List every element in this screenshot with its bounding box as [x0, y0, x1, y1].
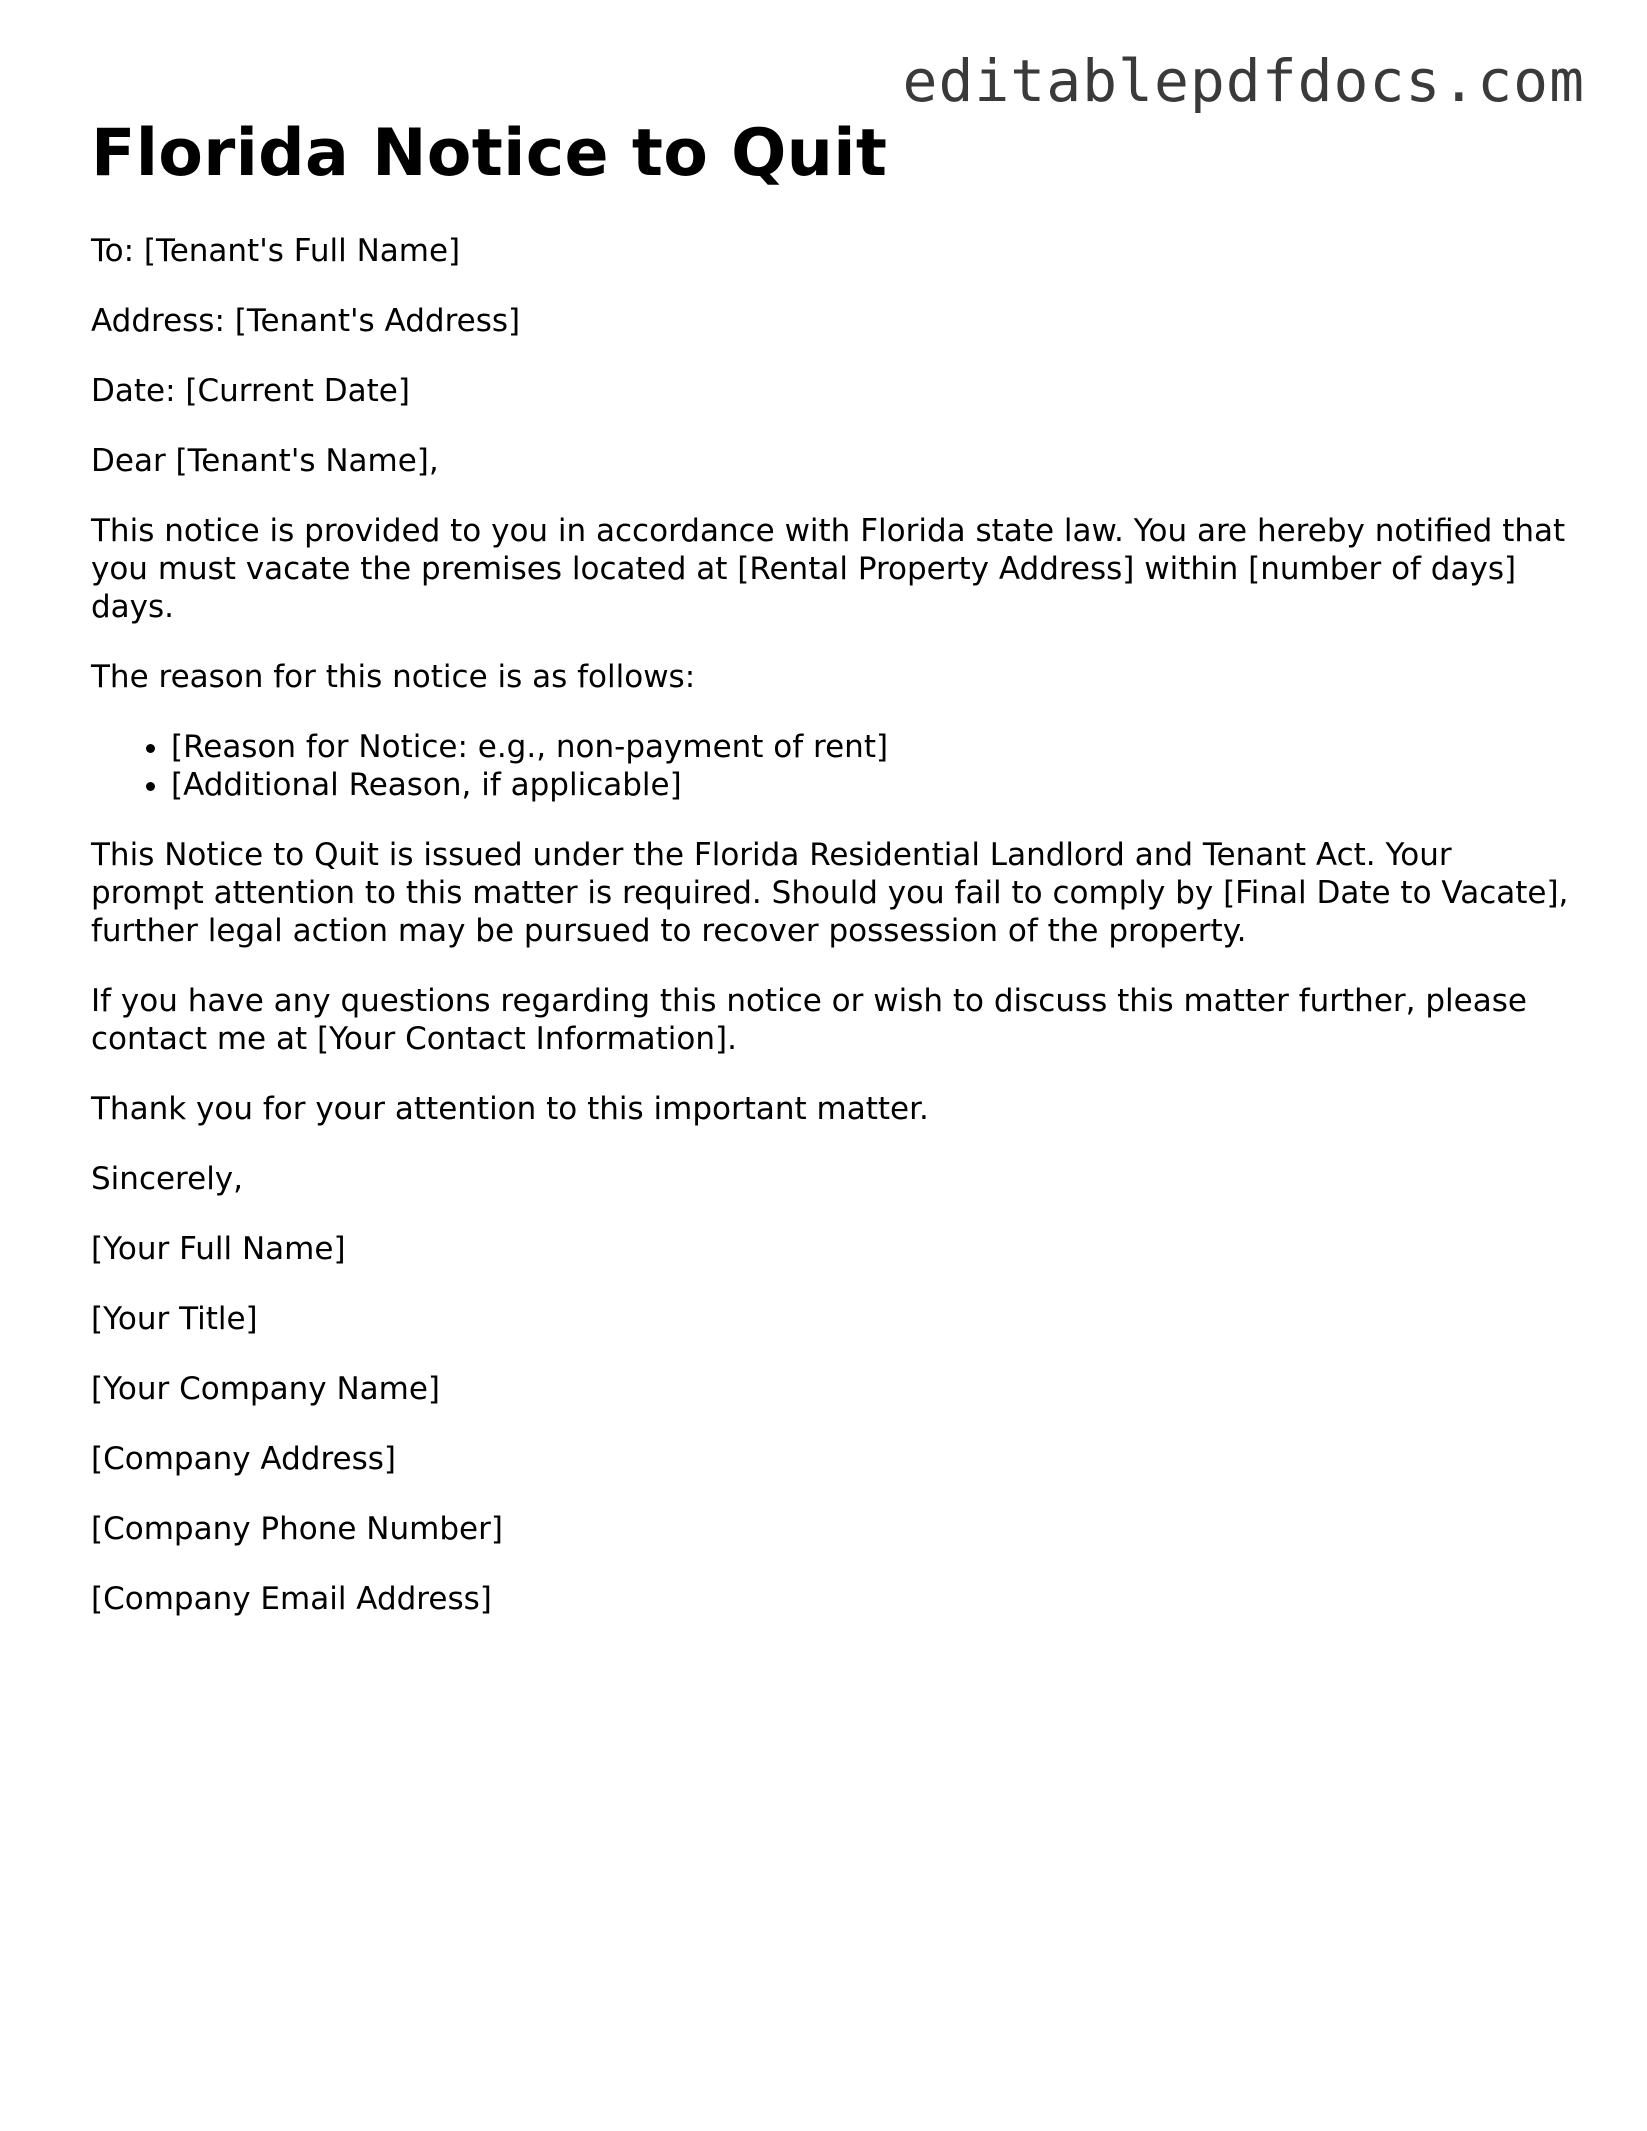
- closing: Sincerely,: [91, 1160, 244, 1197]
- list-item: • [Additional Reason, if applicable]: [171, 766, 1571, 804]
- document-title: Florida Notice to Quit: [91, 116, 888, 191]
- signature-address: [Company Address]: [91, 1440, 396, 1477]
- intro-paragraph: This notice is provided to you in accordance with Florida state law. You are hereby notified that you must vacate the premises located at [Rental Property Address] within [number of days] days.: [91, 512, 1566, 625]
- reason-heading: The reason for this notice is as follows:: [91, 658, 696, 695]
- signature-name: [Your Full Name]: [91, 1230, 346, 1267]
- signature-title: [Your Title]: [91, 1300, 258, 1337]
- thanks-paragraph: Thank you for your attention to this important matter.: [91, 1090, 929, 1127]
- notice-document: [91, 118, 1571, 1650]
- legal-paragraph: This Notice to Quit is issued under the Florida Residential Landlord and Tenant Act. Your prompt attention to this matter is required. Should you fail to comply by [Final Date to Vacate], further legal action may be pursued to recover possession of the property.: [91, 836, 1569, 949]
- contact-paragraph: If you have any questions regarding this notice or wish to discuss this matter further, please contact me at [Your Contact Information].: [91, 982, 1527, 1057]
- signature-email: [Company Email Address]: [91, 1580, 492, 1617]
- signature-company: [Your Company Name]: [91, 1370, 441, 1407]
- list-item: • [Reason for Notice: e.g., non-payment of rent]: [171, 728, 1571, 766]
- salutation: Dear [Tenant's Name],: [91, 442, 439, 479]
- reason-list: [91, 728, 1571, 804]
- signature-phone: [Company Phone Number]: [91, 1510, 503, 1547]
- recipient-line: To: [Tenant's Full Name]: [91, 232, 461, 269]
- date-line: Date: [Current Date]: [91, 372, 410, 409]
- address-line: Address: [Tenant's Address]: [91, 302, 521, 339]
- site-watermark: editablepdfdocs.com: [902, 47, 1585, 115]
